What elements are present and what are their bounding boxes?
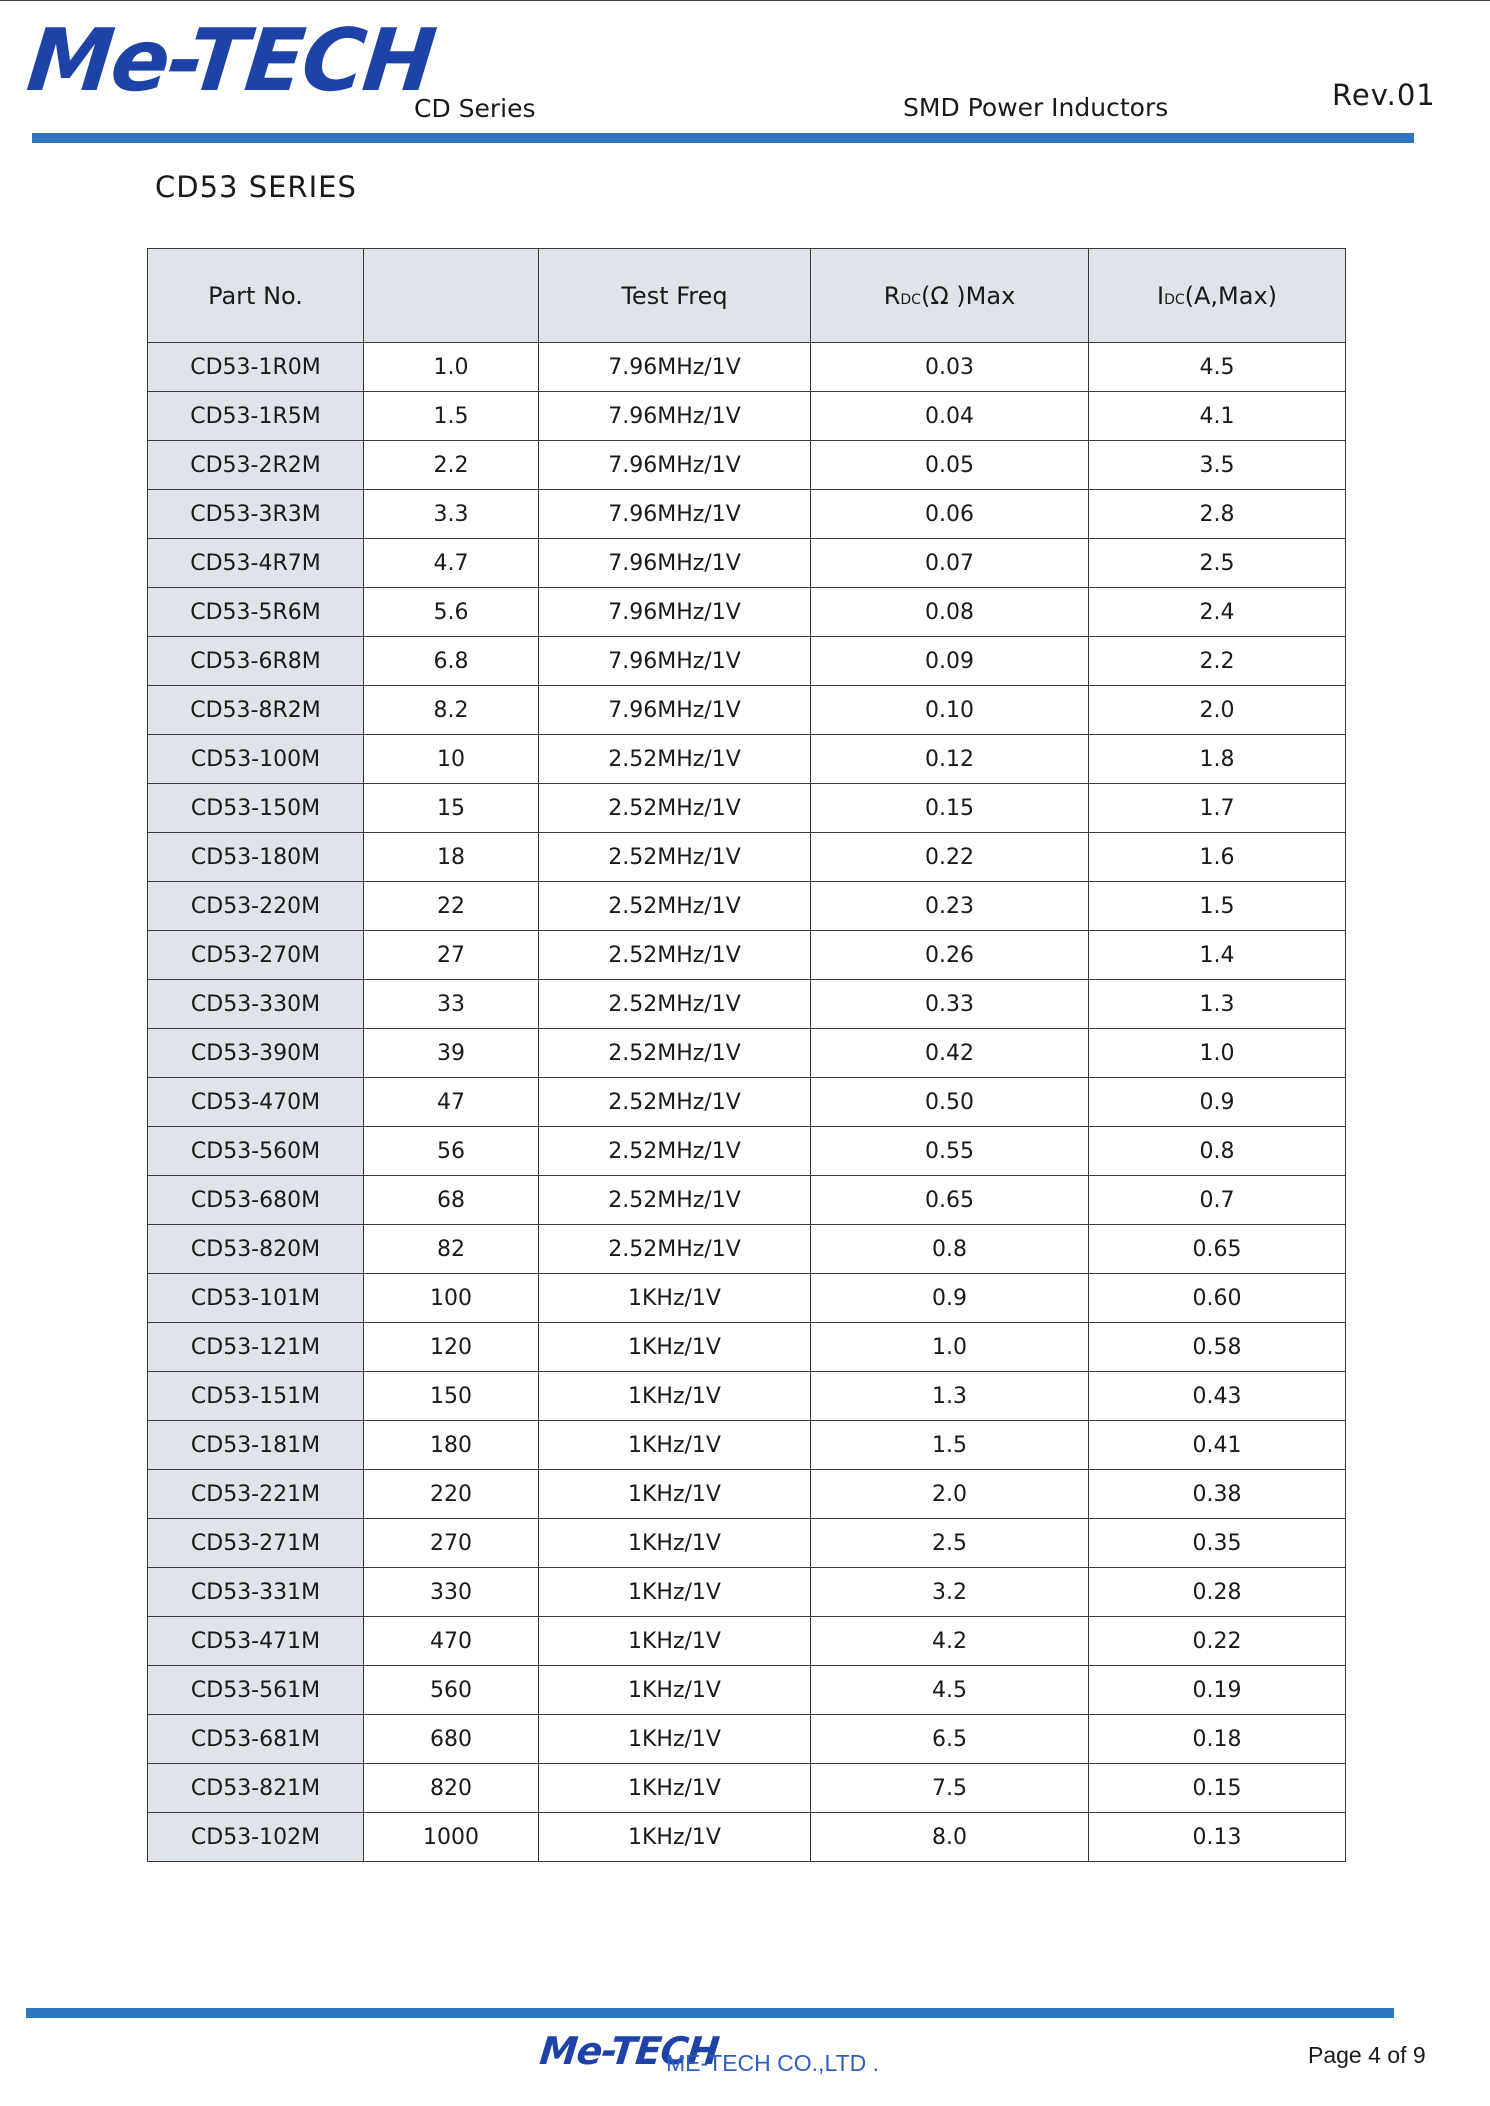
table-row [148, 441, 1346, 490]
test-freq-cell: 2.52MHz/1V [539, 1029, 811, 1078]
idc-cell: 2.5 [1089, 539, 1346, 588]
idc-cell: 1.5 [1089, 882, 1346, 931]
idc-cell: 0.58 [1089, 1323, 1346, 1372]
test-freq-cell: 7.96MHz/1V [539, 441, 811, 490]
table-row [148, 588, 1346, 637]
table-row [148, 784, 1346, 833]
rdc-cell: 0.15 [811, 784, 1089, 833]
part-number-cell: CD53-680M [148, 1176, 364, 1225]
table-row [148, 392, 1346, 441]
idc-subscript: DC [1164, 291, 1185, 308]
rdc-cell: 0.04 [811, 392, 1089, 441]
test-freq-cell: 2.52MHz/1V [539, 1078, 811, 1127]
inductance-cell: 120 [364, 1323, 539, 1372]
table-row [148, 343, 1346, 392]
part-number-cell: CD53-5R6M [148, 588, 364, 637]
table-row [148, 539, 1346, 588]
top-border-line [0, 0, 1490, 1]
rdc-cell: 0.50 [811, 1078, 1089, 1127]
rdc-suffix: (Ω )Max [920, 281, 1016, 310]
table-body [148, 343, 1346, 1862]
table-row [148, 1176, 1346, 1225]
rdc-cell: 4.5 [811, 1666, 1089, 1715]
rdc-cell: 0.08 [811, 588, 1089, 637]
rdc-cell: 7.5 [811, 1764, 1089, 1813]
col-header-part-no: Part No. [148, 249, 364, 343]
rdc-cell: 0.03 [811, 343, 1089, 392]
inductance-cell: 6.8 [364, 637, 539, 686]
test-freq-cell: 7.96MHz/1V [539, 637, 811, 686]
part-number-cell: CD53-1R5M [148, 392, 364, 441]
rdc-cell: 1.0 [811, 1323, 1089, 1372]
rdc-cell: 0.9 [811, 1274, 1089, 1323]
part-number-cell: CD53-150M [148, 784, 364, 833]
part-number-cell: CD53-561M [148, 1666, 364, 1715]
idc-cell: 2.2 [1089, 637, 1346, 686]
part-number-cell: CD53-151M [148, 1372, 364, 1421]
part-number-cell: CD53-221M [148, 1470, 364, 1519]
rdc-cell: 0.65 [811, 1176, 1089, 1225]
inductance-cell: 22 [364, 882, 539, 931]
inductance-cell: 1.5 [364, 392, 539, 441]
part-number-cell: CD53-2R2M [148, 441, 364, 490]
inductance-cell: 56 [364, 1127, 539, 1176]
rdc-cell: 0.07 [811, 539, 1089, 588]
table-row [148, 1568, 1346, 1617]
inductance-cell: 180 [364, 1421, 539, 1470]
col-header-test-freq: Test Freq [539, 249, 811, 343]
part-number-cell: CD53-270M [148, 931, 364, 980]
rdc-cell: 0.05 [811, 441, 1089, 490]
part-number-cell: CD53-330M [148, 980, 364, 1029]
part-number-cell: CD53-8R2M [148, 686, 364, 735]
table-row [148, 980, 1346, 1029]
rdc-cell: 0.26 [811, 931, 1089, 980]
inductance-cell: 33 [364, 980, 539, 1029]
part-number-cell: CD53-180M [148, 833, 364, 882]
header-divider-bar [32, 133, 1414, 143]
rdc-cell: 0.42 [811, 1029, 1089, 1078]
part-number-cell: CD53-100M [148, 735, 364, 784]
inductance-cell: 2.2 [364, 441, 539, 490]
inductance-cell: 47 [364, 1078, 539, 1127]
section-title: CD53 SERIES [155, 170, 357, 204]
test-freq-cell: 1KHz/1V [539, 1813, 811, 1862]
part-number-cell: CD53-102M [148, 1813, 364, 1862]
table-row [148, 1225, 1346, 1274]
test-freq-cell: 2.52MHz/1V [539, 1225, 811, 1274]
test-freq-cell: 1KHz/1V [539, 1323, 811, 1372]
test-freq-cell: 2.52MHz/1V [539, 833, 811, 882]
idc-cell: 1.3 [1089, 980, 1346, 1029]
rdc-cell: 0.55 [811, 1127, 1089, 1176]
rdc-cell: 0.09 [811, 637, 1089, 686]
idc-cell: 2.4 [1089, 588, 1346, 637]
table-row [148, 1813, 1346, 1862]
idc-cell: 3.5 [1089, 441, 1346, 490]
page-number: Page 4 of 9 [1308, 2042, 1426, 2068]
test-freq-cell: 1KHz/1V [539, 1568, 811, 1617]
inductance-cell: 1000 [364, 1813, 539, 1862]
table-row [148, 1519, 1346, 1568]
test-freq-cell: 1KHz/1V [539, 1519, 811, 1568]
idc-cell: 0.28 [1089, 1568, 1346, 1617]
idc-suffix: (A,Max) [1184, 281, 1278, 310]
header-product-label: SMD Power Inductors [903, 93, 1169, 122]
idc-cell: 0.19 [1089, 1666, 1346, 1715]
inductance-cell: 680 [364, 1715, 539, 1764]
idc-cell: 1.6 [1089, 833, 1346, 882]
test-freq-cell: 2.52MHz/1V [539, 931, 811, 980]
part-number-cell: CD53-220M [148, 882, 364, 931]
table-row [148, 1764, 1346, 1813]
inductance-cell: 82 [364, 1225, 539, 1274]
test-freq-cell: 7.96MHz/1V [539, 539, 811, 588]
test-freq-cell: 2.52MHz/1V [539, 1127, 811, 1176]
header-series-label: CD Series [414, 94, 536, 123]
idc-cell: 4.1 [1089, 392, 1346, 441]
part-number-cell: CD53-101M [148, 1274, 364, 1323]
rdc-cell: 0.12 [811, 735, 1089, 784]
test-freq-cell: 1KHz/1V [539, 1421, 811, 1470]
test-freq-cell: 2.52MHz/1V [539, 882, 811, 931]
part-number-cell: CD53-390M [148, 1029, 364, 1078]
inductance-cell: 470 [364, 1617, 539, 1666]
test-freq-cell: 2.52MHz/1V [539, 980, 811, 1029]
idc-cell: 0.8 [1089, 1127, 1346, 1176]
idc-prefix: I [1156, 281, 1165, 310]
part-number-cell: CD53-181M [148, 1421, 364, 1470]
table-row [148, 1029, 1346, 1078]
specifications-table [147, 248, 1346, 1862]
table-row [148, 1372, 1346, 1421]
idc-cell: 1.7 [1089, 784, 1346, 833]
inductance-cell: 100 [364, 1274, 539, 1323]
part-number-cell: CD53-1R0M [148, 343, 364, 392]
table-row [148, 1078, 1346, 1127]
rdc-cell: 3.2 [811, 1568, 1089, 1617]
idc-cell: 0.22 [1089, 1617, 1346, 1666]
idc-cell: 0.15 [1089, 1764, 1346, 1813]
inductance-cell: 1.0 [364, 343, 539, 392]
idc-cell: 4.5 [1089, 343, 1346, 392]
table-row [148, 1323, 1346, 1372]
part-number-cell: CD53-560M [148, 1127, 364, 1176]
test-freq-cell: 2.52MHz/1V [539, 1176, 811, 1225]
inductance-cell: 560 [364, 1666, 539, 1715]
test-freq-cell: 7.96MHz/1V [539, 490, 811, 539]
idc-cell: 2.8 [1089, 490, 1346, 539]
inductance-cell: 18 [364, 833, 539, 882]
col-header-inductance [364, 249, 539, 343]
idc-cell: 0.13 [1089, 1813, 1346, 1862]
idc-cell: 0.35 [1089, 1519, 1346, 1568]
table-row [148, 1666, 1346, 1715]
test-freq-cell: 1KHz/1V [539, 1274, 811, 1323]
part-number-cell: CD53-681M [148, 1715, 364, 1764]
part-number-cell: CD53-471M [148, 1617, 364, 1666]
test-freq-cell: 1KHz/1V [539, 1715, 811, 1764]
idc-cell: 0.60 [1089, 1274, 1346, 1323]
test-freq-cell: 1KHz/1V [539, 1372, 811, 1421]
rdc-cell: 2.0 [811, 1470, 1089, 1519]
col-header-idc [1089, 249, 1346, 343]
inductance-cell: 68 [364, 1176, 539, 1225]
rdc-cell: 0.10 [811, 686, 1089, 735]
idc-cell: 1.0 [1089, 1029, 1346, 1078]
rdc-subscript: DC [900, 291, 921, 308]
inductance-cell: 150 [364, 1372, 539, 1421]
idc-cell: 0.43 [1089, 1372, 1346, 1421]
revision-label: Rev.01 [1332, 78, 1436, 112]
idc-cell: 0.7 [1089, 1176, 1346, 1225]
table-row [148, 1715, 1346, 1764]
idc-cell: 2.0 [1089, 686, 1346, 735]
rdc-cell: 0.33 [811, 980, 1089, 1029]
part-number-cell: CD53-3R3M [148, 490, 364, 539]
table-row [148, 1617, 1346, 1666]
table-row [148, 882, 1346, 931]
inductance-cell: 5.6 [364, 588, 539, 637]
footer-divider-bar [26, 2008, 1394, 2018]
inductance-cell: 27 [364, 931, 539, 980]
inductance-cell: 4.7 [364, 539, 539, 588]
part-number-cell: CD53-331M [148, 1568, 364, 1617]
part-number-cell: CD53-821M [148, 1764, 364, 1813]
part-number-cell: CD53-6R8M [148, 637, 364, 686]
table-header-row [148, 249, 1346, 343]
test-freq-cell: 2.52MHz/1V [539, 735, 811, 784]
rdc-cell: 0.23 [811, 882, 1089, 931]
idc-cell: 0.41 [1089, 1421, 1346, 1470]
part-number-cell: CD53-4R7M [148, 539, 364, 588]
inductance-cell: 220 [364, 1470, 539, 1519]
table-row [148, 637, 1346, 686]
idc-cell: 0.9 [1089, 1078, 1346, 1127]
test-freq-cell: 1KHz/1V [539, 1617, 811, 1666]
test-freq-cell: 1KHz/1V [539, 1666, 811, 1715]
metech-logo: Me-TECH [22, 11, 439, 111]
table-row [148, 1421, 1346, 1470]
inductance-cell: 820 [364, 1764, 539, 1813]
idc-cell: 1.8 [1089, 735, 1346, 784]
rdc-cell: 0.8 [811, 1225, 1089, 1274]
part-number-cell: CD53-470M [148, 1078, 364, 1127]
inductance-cell: 15 [364, 784, 539, 833]
idc-cell: 0.38 [1089, 1470, 1346, 1519]
table-row [148, 686, 1346, 735]
footer-logo: Me-TECH [537, 2029, 721, 2073]
table-row [148, 1470, 1346, 1519]
inductance-cell: 3.3 [364, 490, 539, 539]
rdc-cell: 6.5 [811, 1715, 1089, 1764]
part-number-cell: CD53-121M [148, 1323, 364, 1372]
rdc-cell: 2.5 [811, 1519, 1089, 1568]
inductance-cell: 10 [364, 735, 539, 784]
rdc-cell: 4.2 [811, 1617, 1089, 1666]
footer-company-name: ME-TECH CO.,LTD . [666, 2050, 879, 2076]
test-freq-cell: 1KHz/1V [539, 1764, 811, 1813]
inductance-cell: 330 [364, 1568, 539, 1617]
inductance-cell: 270 [364, 1519, 539, 1568]
table-row [148, 931, 1346, 980]
inductance-cell: 8.2 [364, 686, 539, 735]
table-row [148, 1127, 1346, 1176]
table-row [148, 1274, 1346, 1323]
inductance-cell: 39 [364, 1029, 539, 1078]
test-freq-cell: 7.96MHz/1V [539, 343, 811, 392]
test-freq-cell: 7.96MHz/1V [539, 392, 811, 441]
table-row [148, 833, 1346, 882]
test-freq-cell: 7.96MHz/1V [539, 686, 811, 735]
idc-cell: 0.65 [1089, 1225, 1346, 1274]
rdc-prefix: R [883, 281, 901, 310]
test-freq-cell: 7.96MHz/1V [539, 588, 811, 637]
rdc-cell: 1.5 [811, 1421, 1089, 1470]
test-freq-cell: 2.52MHz/1V [539, 784, 811, 833]
part-number-cell: CD53-820M [148, 1225, 364, 1274]
table-row [148, 490, 1346, 539]
test-freq-cell: 1KHz/1V [539, 1470, 811, 1519]
table-row [148, 735, 1346, 784]
col-header-rdc [811, 249, 1089, 343]
rdc-cell: 0.06 [811, 490, 1089, 539]
rdc-cell: 8.0 [811, 1813, 1089, 1862]
idc-cell: 1.4 [1089, 931, 1346, 980]
rdc-cell: 0.22 [811, 833, 1089, 882]
part-number-cell: CD53-271M [148, 1519, 364, 1568]
rdc-cell: 1.3 [811, 1372, 1089, 1421]
idc-cell: 0.18 [1089, 1715, 1346, 1764]
